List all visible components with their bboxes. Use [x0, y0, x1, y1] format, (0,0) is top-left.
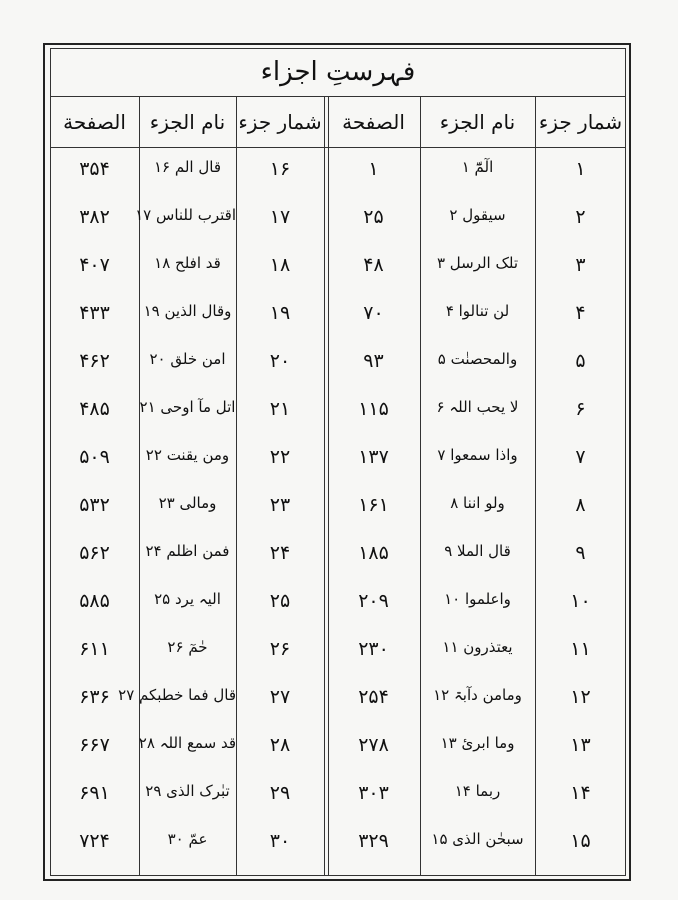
- page-cell: ۷۰: [363, 302, 384, 324]
- juz-name-cell: ومن یقنت ۲۲: [145, 446, 230, 464]
- juz-name-cell: قال الم ۱۶: [153, 158, 222, 176]
- page-cell: ۱۶۱: [358, 494, 389, 516]
- juz-name-cell: قال الملا ۹: [444, 542, 511, 560]
- page-cell: ۴۸: [363, 254, 384, 276]
- page-cell: ۶۳۶: [79, 686, 110, 708]
- juz-number-cell: ۵: [575, 350, 586, 372]
- page-cell: ۶۱۱: [79, 638, 110, 660]
- juz-number-cell: ۱۴: [570, 782, 591, 804]
- juz-number-cell: ۴: [575, 302, 586, 324]
- juz-name-cell: والمحصنٰت ۵: [437, 350, 518, 368]
- page-cell: ۲۰۹: [358, 590, 389, 612]
- juz-name-cell: واعلموا ۱۰: [444, 590, 511, 608]
- juz-name-cell: ولو اننا ۸: [450, 494, 505, 512]
- page-cell: ۶۶۷: [79, 734, 110, 756]
- page-cell: ۲۳۰: [358, 638, 389, 660]
- page-cell: ۵۶۲: [79, 542, 110, 564]
- juz-number-cell: ۶: [575, 398, 586, 420]
- juz-number-cell: ۲۳: [269, 494, 291, 516]
- juz-number-cell: ۷: [575, 446, 586, 468]
- juz-name-cell: لن تنالوا ۴: [445, 302, 510, 320]
- juz-number-cell: ۲: [575, 206, 586, 228]
- page-cell: ۲۷۸: [358, 734, 389, 756]
- juz-name-cell: سبحٰن الذی ۱۵: [431, 830, 524, 848]
- juz-number-cell: ۲۲: [269, 446, 291, 468]
- juz-name-cell: امن خلق ۲۰: [149, 350, 226, 368]
- page-cell: ۵۰۹: [79, 446, 110, 468]
- juz-number-cell: ۲۵: [269, 590, 291, 612]
- header-page-right: الصفحة: [342, 110, 405, 134]
- juz-number-cell: ۲۴: [269, 542, 291, 564]
- page-cell: ۹۳: [363, 350, 384, 372]
- juz-name-cell: فمن اظلم ۲۴: [145, 542, 230, 560]
- juz-name-cell: سیقول ۲: [449, 206, 506, 224]
- juz-name-cell: قد سمع اللہ ۲۸: [138, 734, 236, 752]
- juz-name-cell: یعتذرون ۱۱: [442, 638, 513, 656]
- page-cell: ۱۳۷: [358, 446, 389, 468]
- header-juz-name-left: نام الجزء: [149, 110, 226, 134]
- page-cell: ۷۲۴: [79, 830, 110, 852]
- juz-number-cell: ۹: [575, 542, 586, 564]
- juz-name-cell: تبٰرک الذی ۲۹: [145, 782, 230, 800]
- page-cell: ۲۵۴: [358, 686, 389, 708]
- page-cell: ۴۳۳: [79, 302, 110, 324]
- juz-number-cell: ۱۶: [269, 158, 291, 180]
- juz-number-cell: ۱۹: [269, 302, 291, 324]
- page-cell: ۳۰۳: [358, 782, 389, 804]
- juz-number-cell: ۲۷: [269, 686, 291, 708]
- juz-number-cell: ۲۸: [269, 734, 291, 756]
- page-cell: ۱۸۵: [358, 542, 389, 564]
- header-juz-name-right: نام الجزء: [439, 110, 516, 134]
- juz-number-cell: ۱۰: [570, 590, 591, 612]
- page-cell: ۵۳۲: [79, 494, 110, 516]
- juz-name-cell: تلک الرسل ۳: [436, 254, 519, 272]
- page-cell: ۴۰۷: [79, 254, 110, 276]
- juz-number-cell: ۱۲: [570, 686, 591, 708]
- juz-number-cell: ۱۵: [570, 830, 591, 852]
- juz-name-cell: الٓمّٓ ۱: [461, 158, 494, 176]
- juz-name-cell: وما ابرئ ۱۳: [440, 734, 515, 752]
- juz-name-cell: اتل مآ اوحی ۲۱: [139, 398, 236, 416]
- juz-number-cell: ۲۱: [269, 398, 291, 420]
- juz-name-cell: قال فما خطبکم ۲۷: [118, 686, 236, 704]
- juz-name-cell: وقال الذین ۱۹: [143, 302, 232, 320]
- juz-number-cell: ۳۰: [269, 830, 291, 852]
- page-cell: ۲۵: [363, 206, 384, 228]
- juz-name-cell: ومالی ۲۳: [158, 494, 217, 512]
- title-divider: [50, 96, 626, 97]
- juz-name-cell: اقترب للناس ۱۷: [135, 206, 236, 224]
- juz-number-cell: ۳: [575, 254, 586, 276]
- page-cell: ۱: [368, 158, 379, 180]
- juz-number-cell: ۱۷: [269, 206, 291, 228]
- page-cell: ۳۲۹: [358, 830, 389, 852]
- header-divider: [50, 147, 626, 148]
- juz-name-cell: لا یحب اللہ ۶: [436, 398, 519, 416]
- juz-number-cell: ۲۰: [269, 350, 291, 372]
- juz-number-cell: ۸: [575, 494, 586, 516]
- header-juz-number-right: شمار جزء: [538, 110, 623, 134]
- juz-number-cell: ۱۸: [269, 254, 291, 276]
- juz-number-cell: ۲۹: [269, 782, 291, 804]
- juz-name-cell: حٰمٓ ۲۶: [167, 638, 208, 656]
- juz-number-cell: ۲۶: [269, 638, 291, 660]
- page-cell: ۳۵۴: [79, 158, 110, 180]
- juz-name-cell: عمّ ۳۰: [167, 830, 208, 848]
- page-cell: ۴۶۲: [79, 350, 110, 372]
- juz-name-cell: ربما ۱۴: [454, 782, 501, 800]
- page-cell: ۵۸۵: [79, 590, 110, 612]
- header-juz-number-left: شمار جزء: [238, 110, 322, 134]
- header-page-left: الصفحة: [63, 110, 126, 134]
- page-cell: ۳۸۲: [79, 206, 110, 228]
- juz-name-cell: الیہ یرد ۲۵: [154, 590, 221, 608]
- juz-number-cell: ۱۱: [570, 638, 591, 660]
- page-title: فہرستِ اجزاء: [260, 57, 416, 87]
- page-cell: ۱۱۵: [358, 398, 389, 420]
- juz-name-cell: واذا سمعوا ۷: [437, 446, 518, 464]
- juz-number-cell: ۱: [575, 158, 586, 180]
- page-cell: ۶۹۱: [79, 782, 110, 804]
- juz-name-cell: قد افلح ۱۸: [154, 254, 221, 272]
- juz-number-cell: ۱۳: [570, 734, 591, 756]
- juz-name-cell: ومامن دآبۃ ۱۲: [433, 686, 522, 704]
- page-cell: ۴۸۵: [79, 398, 110, 420]
